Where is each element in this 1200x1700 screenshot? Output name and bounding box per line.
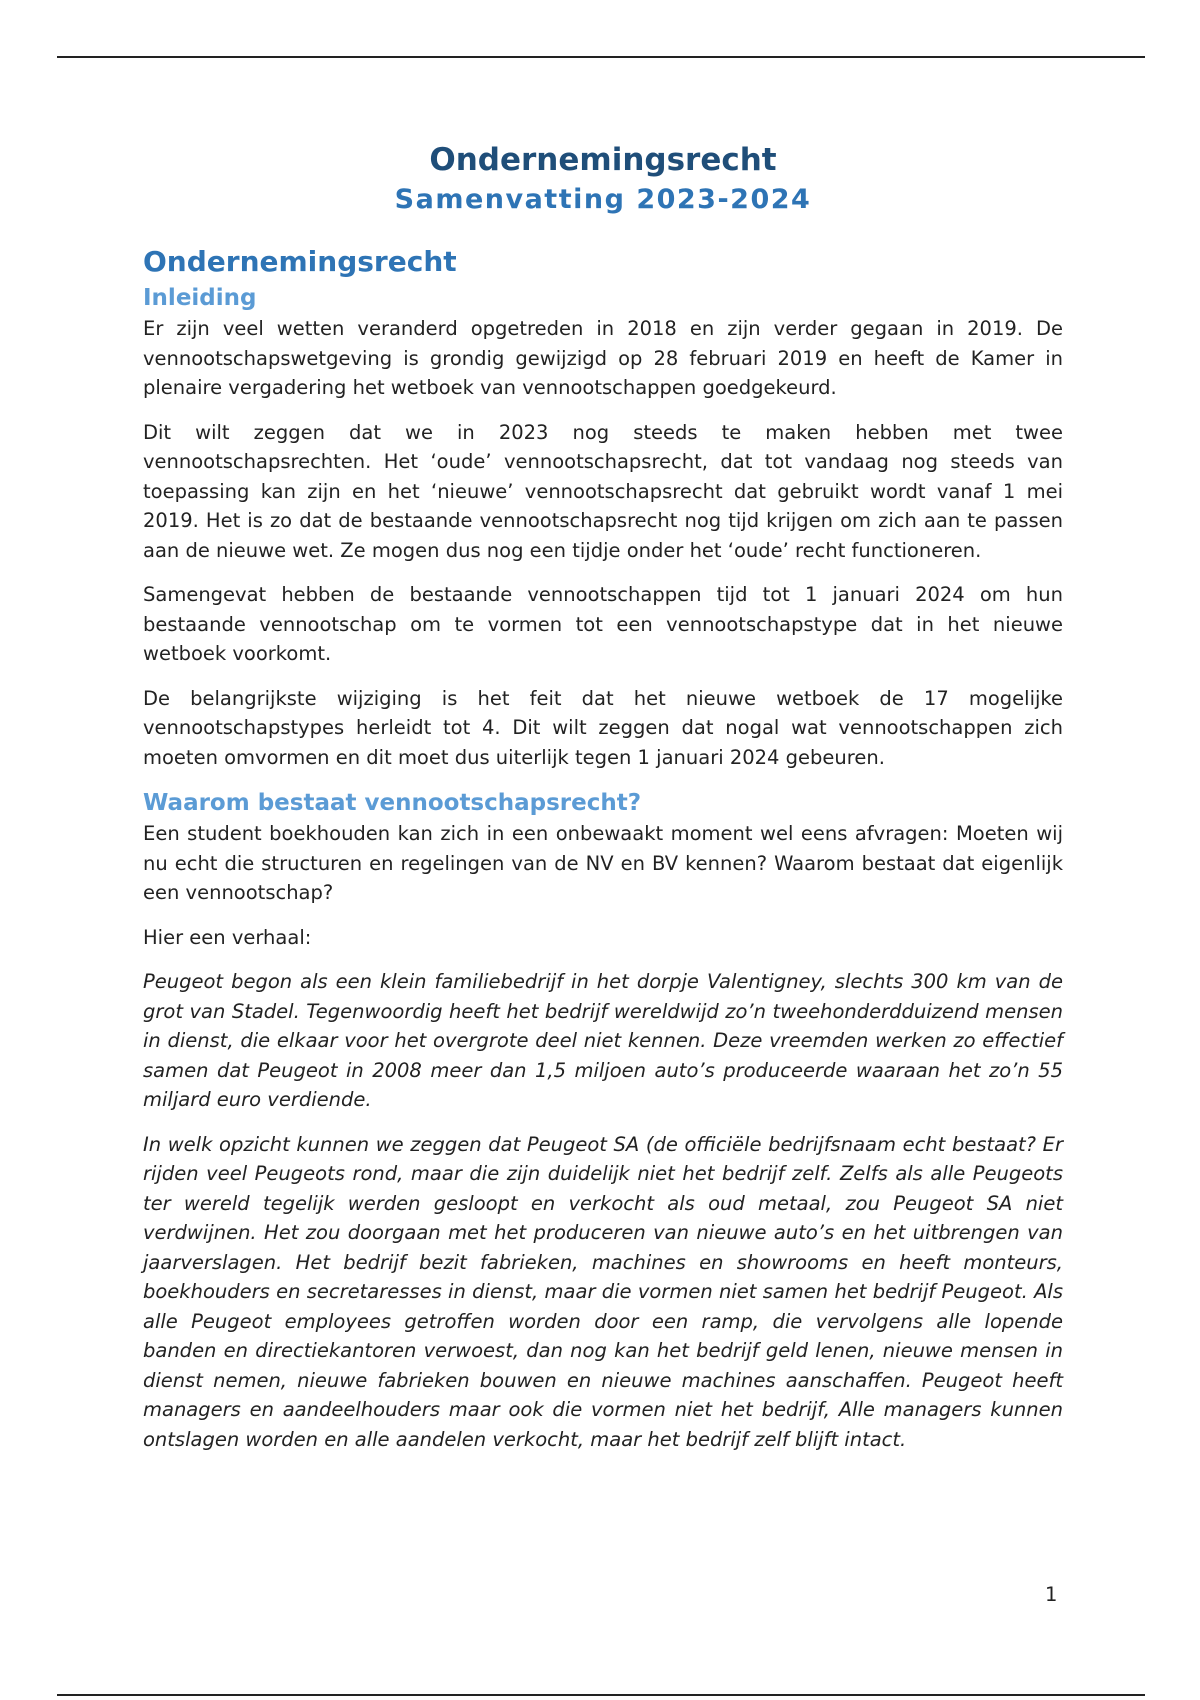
header-rule [57, 56, 1145, 58]
italic-paragraph: In welk opzicht kunnen we zeggen dat Peugeot SA (de officiële bedrijfsnaam echt bestaat? Er rijden veel Peugeots rond, maar die zijn duidelijk niet het bedrijf zelf. Zelfs als alle Peugeots ter wereld tegelijk werden gesloopt en verkocht als oud metaal, zou Peugeot SA niet verdwijnen. Het zou doorgaan met het produceren van nieuwe auto’s en het uitbrengen van jaarverslagen. Het bedrijf bezit fabrieken, machines en showrooms en heeft monteurs, boekhouders en secretaresses in dienst, maar die vormen niet samen het bedrijf Peugeot. Als alle Peugeot employees getroffen worden door een ramp, die vervolgens alle lopende banden en directiekantoren verwoest, dan nog kan het bedrijf geld lenen, nieuwe mensen in dienst nemen, nieuwe fabrieken bouwen en nieuwe machines aanschaffen. Peugeot heeft managers en aandeelhouders maar ook die vormen niet het bedrijf, Alle managers kunnen ontslagen worden en alle aandelen verkocht, maar het bedrijf zelf blijft intact. [143, 1132, 1063, 1451]
italic-paragraph: Peugeot begon als een klein familiebedrijf in het dorpje Valentigney, slechts 300 km van de grot van Stadel. Tegenwoordig heeft het bedrijf wereldwijd zo’n tweehonderdduizend mensen in dienst, die elkaar voor het overgrote deel niet kennen. Deze vreemden werken zo effectief samen dat Peugeot in 2008 meer dan 1,5 miljoen auto’s produceerde waaraan het zo’n 55 miljard euro verdiende. [143, 970, 1063, 1111]
document-subtitle: Samenvatting 2023-2024 [394, 184, 812, 215]
page-number: 1 [1045, 1583, 1058, 1606]
heading-waarom: Waarom bestaat vennootschapsrecht? [143, 790, 642, 816]
footer-rule [57, 1694, 1145, 1696]
document-title: Ondernemingsrecht [429, 142, 777, 178]
paragraph: Er zijn veel wetten veranderd opgetreden in 2018 en zijn verder gegaan in 2019. De vennootschapswetgeving is grondig gewijzigd op 28 februari 2019 en heeft de Kamer in plenaire vergadering het wetboek van vennootschappen goedgekeurd. [143, 317, 1063, 399]
heading-inleiding: Inleiding [143, 285, 257, 311]
paragraph: De belangrijkste wijziging is het feit dat het nieuwe wetboek de 17 mogelijke vennootschapstypes herleidt tot 4. Dit wilt zeggen dat nogal wat vennootschappen zich moeten omvormen en dit moet dus uiterlijk tegen 1 januari 2024 gebeuren. [143, 686, 1063, 769]
paragraph: Hier een verhaal: [143, 925, 312, 949]
paragraph: Samengevat hebben de bestaande vennootschappen tijd tot 1 januari 2024 om hun bestaande vennootschap om te vormen tot een vennootschapstype dat in het nieuwe wetboek voorkomt. [143, 583, 1063, 665]
heading-ondernemingsrecht: Ondernemingsrecht [143, 245, 457, 278]
paragraph: Dit wilt zeggen dat we in 2023 nog steeds te maken hebben met twee vennootschapsrechten. Het ‘oude’ vennootschapsrecht, dat tot vandaag nog steeds van toepassing kan zijn en het ‘nieuwe’ vennootschapsrecht dat gebruikt wordt vanaf 1 mei 2019. Het is zo dat de bestaande vennootschapsrecht nog tijd krijgen om zich aan te passen aan de nieuwe wet. Ze mogen dus nog een tijdje onder het ‘oude’ recht functioneren. [143, 420, 1063, 562]
page-content [143, 140, 1063, 1469]
paragraph: Een student boekhouden kan zich in een onbewaakt moment wel eens afvragen: Moeten wij nu echt die structuren en regelingen van de NV en BV kennen? Waarom bestaat dat eigenlijk een vennootschap? [143, 822, 1063, 904]
